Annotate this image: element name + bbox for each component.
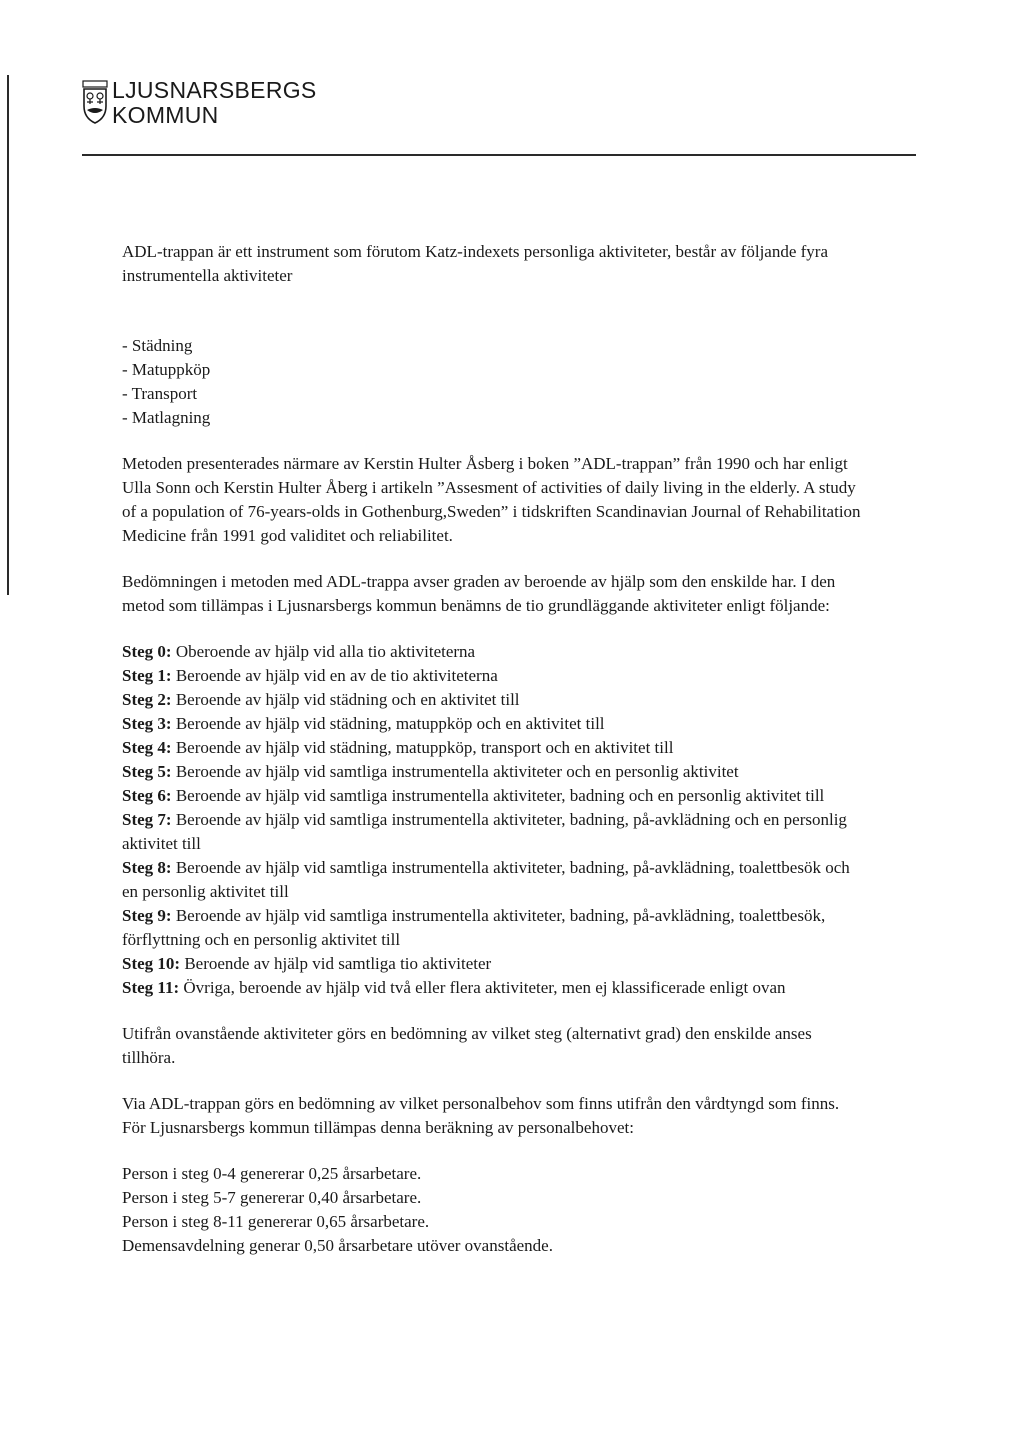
step-label: Steg 1:: [122, 666, 172, 685]
step-text: Beroende av hjälp vid städning, matuppköp, transport och en aktivitet till: [175, 738, 674, 757]
activity-item: - Matuppköp: [122, 360, 211, 379]
step-item: [122, 976, 862, 1000]
step-item: [122, 640, 862, 664]
activity-item: - Transport: [122, 384, 198, 403]
step-label: Steg 10:: [122, 954, 181, 973]
step-label: Steg 8:: [122, 858, 172, 877]
step-item: [122, 736, 862, 760]
intro-paragraph: ADL-trappan är ett instrument som förutom Katz-indexets personliga aktiviteter, består av följande fyra instrumentella aktiviteter: [122, 242, 828, 285]
step-item: [122, 688, 862, 712]
municipal-coat-of-arms-icon: [82, 80, 108, 124]
step-label: Steg 2:: [122, 690, 172, 709]
step-label: Steg 7:: [122, 810, 172, 829]
staffing-rule-list: [122, 1162, 862, 1258]
step-text: Övriga, beroende av hjälp vid två eller flera aktiviteter, men ej klassificerade enligt ovan: [183, 978, 786, 997]
letterhead: [82, 78, 317, 128]
step-item: [122, 904, 862, 952]
step-item: [122, 712, 862, 736]
staffing-paragraph: Via ADL-trappan görs en bedömning av vilket personalbehov som finns utifrån den vårdtyngd som finns. För Ljusnarsbergs kommun tillämpas denna beräkning av personalbehovet:: [122, 1094, 840, 1137]
step-item: [122, 664, 862, 688]
step-item: [122, 760, 862, 784]
step-label: Steg 6:: [122, 786, 172, 805]
step-label: Steg 9:: [122, 906, 172, 925]
step-text: Beroende av hjälp vid samtliga instrumentella aktiviteter, badning, på-avklädning, toalettbesök, förflyttning och en personlig aktivitet till: [122, 906, 826, 949]
step-text: Oberoende av hjälp vid alla tio aktiviteterna: [175, 642, 476, 661]
step-label: Steg 5:: [122, 762, 172, 781]
step-item: [122, 808, 862, 856]
outcome-paragraph: Utifrån ovanstående aktiviteter görs en bedömning av vilket steg (alternativt grad) den enskilde anses tillhöra.: [122, 1024, 812, 1067]
org-name-line1: LJUSNARSBERGS: [112, 77, 317, 103]
step-item: [122, 952, 862, 976]
step-text: Beroende av hjälp vid samtliga instrumentella aktiviteter, badning, på-avklädning och en personlig aktivitet till: [122, 810, 847, 853]
staffing-rule: Person i steg 0-4 genererar 0,25 årsarbetare.: [122, 1164, 422, 1183]
staffing-rule: Person i steg 8-11 genererar 0,65 årsarbetare.: [122, 1212, 430, 1231]
org-name-line2: KOMMUN: [112, 102, 219, 128]
step-item: [122, 856, 862, 904]
scan-edge-line: [7, 75, 9, 595]
step-text: Beroende av hjälp vid en av de tio aktiviteterna: [175, 666, 498, 685]
assessment-paragraph: Bedömningen i metoden med ADL-trappa avser graden av beroende av hjälp som den enskilde har. I den metod som tillämpas i Ljusnarsbergs kommun benämns de tio grundläggande aktiviteter enligt följande:: [122, 572, 836, 615]
step-label: Steg 0:: [122, 642, 172, 661]
step-text: Beroende av hjälp vid samtliga instrumentella aktiviteter, badning, på-avklädning, toalettbesök och en personlig aktivitet till: [122, 858, 850, 901]
header-divider: [82, 154, 916, 156]
step-list: [122, 640, 862, 1000]
step-text: Beroende av hjälp vid samtliga tio aktiviteter: [184, 954, 492, 973]
step-text: Beroende av hjälp vid samtliga instrumentella aktiviteter, badning och en personlig aktivitet till: [175, 786, 825, 805]
activity-item: - Matlagning: [122, 408, 211, 427]
activity-list: [122, 334, 862, 430]
staffing-rule: Demensavdelning generar 0,50 årsarbetare utöver ovanstående.: [122, 1236, 553, 1255]
activity-item: - Städning: [122, 336, 193, 355]
step-text: Beroende av hjälp vid städning, matuppköp och en aktivitet till: [175, 714, 605, 733]
staffing-rule: Person i steg 5-7 genererar 0,40 årsarbetare.: [122, 1188, 422, 1207]
step-text: Beroende av hjälp vid städning och en aktivitet till: [175, 690, 520, 709]
step-item: [122, 784, 862, 808]
document-body: [122, 240, 862, 1258]
step-label: Steg 3:: [122, 714, 172, 733]
step-label: Steg 4:: [122, 738, 172, 757]
method-paragraph: Metoden presenterades närmare av Kerstin Hulter Åsberg i boken ”ADL-trappan” från 1990 och har enligt Ulla Sonn och Kerstin Hulter Åberg i artikeln ”Assesment of activities of daily living in the elderly. A study of a population of 76-years-olds in Gothenburg,Sweden” i tidskriften Scandinavian Journal of Rehabilitation Medicine från 1991 god validitet och reliabilitet.: [122, 454, 861, 545]
step-label: Steg 11:: [122, 978, 180, 997]
step-text: Beroende av hjälp vid samtliga instrumentella aktiviteter och en personlig aktivitet: [175, 762, 739, 781]
organisation-name: [112, 78, 317, 128]
